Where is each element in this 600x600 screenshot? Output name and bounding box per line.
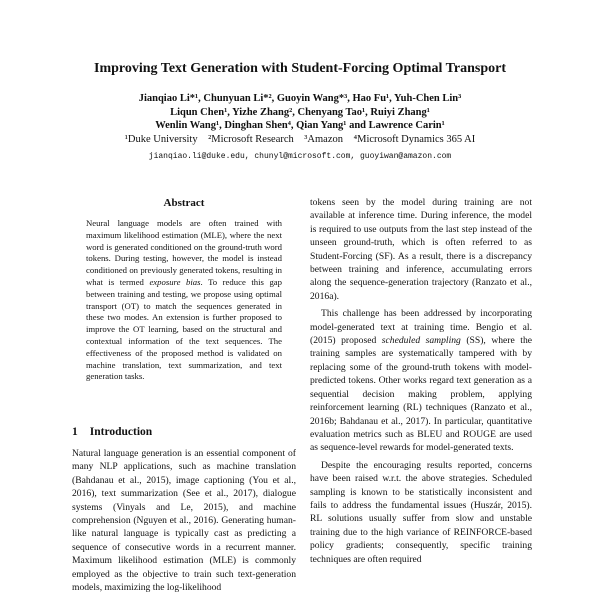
right-p2-emphasis: scheduled sampling: [381, 335, 461, 347]
abstract-emphasis: exposure bias: [149, 276, 201, 287]
author-block: [0, 92, 600, 146]
section-number: 1: [72, 426, 78, 438]
section-title: Introduction: [89, 426, 153, 438]
abstract-text-a: Neural language models are often trained with maximum likelihood estimation (MLE), where the next word is generated conditioned on the ground-truth word tokens. During testing, however, the model is instead conditioned on previously generated tokens, resulting in what is termed: [86, 218, 282, 287]
right-p2-text-b: (SS), where the training samples are systematically tampered with by replacing some of the ground-truth tokens with model-predicted tokens. Other works regard text generation as a sequential decision making problem, applying reinforcement learning (RL) techniques (Ranzato et al., 2016b; Bahdanau et al., 2017). In particular, quantitative evaluation metrics such as BLEU and ROUGE are used as sequence-level rewards for model-generated texts.: [310, 335, 532, 454]
right-paragraph-2: [310, 307, 532, 454]
abstract-heading: Abstract: [163, 197, 205, 209]
right-p2-text-a: This challenge has been addressed by incorporating model-generated text at training time. Bengio et al. (2015) proposed: [310, 308, 532, 347]
section-heading-introduction: [72, 426, 164, 438]
right-paragraph-1: tokens seen by the model during training are not available at inference time. During inference, the model is required to use outputs from the last step instead of the unseen ground-truth, which is often referred to as Student-Forcing (SF). As a result, there is a discrepancy between training and inference, accumulating errors along the sequence-generation trajectory (Ranzato et al., 2016a).: [310, 197, 532, 302]
affiliations: ¹Duke University ²Microsoft Research ³Amazon ⁴Microsoft Dynamics 365 AI: [124, 133, 476, 145]
right-paragraph-3: Despite the encouraging results reported, concerns have been raised w.r.t. the above strategies. Scheduled sampling is known to be statistically inconsistent and fails to address the fundamental issues (Huszár, 2015). RL solutions usually suffer from slow and unstable training due to the high variance of REINFORCE-based policy gradients; consequently, specific training techniques are often required: [310, 459, 532, 565]
abstract-text-b: . To reduce this gap between training and testing, we propose using optimal transport (OT) to match the sequences generated in these two modes. An extension is further proposed to improve the OT learning, based on the structural and contextual information of the text sequences. The effectiveness of the proposed method is validated on machine translation, text summarization, and text generation tasks.: [86, 276, 282, 382]
authors-line-2: Liqun Chen¹, Yizhe Zhang², Chenyang Tao¹, Ruiyi Zhang¹: [170, 106, 430, 118]
authors-line-3: Wenlin Wang¹, Dinghan Shen⁴, Qian Yang¹ and Lawrence Carin¹: [155, 120, 445, 131]
right-column: [310, 196, 532, 566]
intro-paragraph: Natural language generation is an essential component of many NLP applications, such as machine translation (Bahdanau et al., 2015), image captioning (You et al., 2016), text summarization (See et al., 2017), dialogue systems (Vinyals and Le, 2015), and machine comprehension (Nguyen et al., 2016). Generating human-like natural language is typically cast as predicting a sequence of consecutive words in a recurrent manner. Maximum likelihood estimation (MLE) is commonly employed as the objective to train such text-generation models, maximizing the log-likelihood: [72, 448, 296, 594]
abstract-body: [86, 218, 282, 383]
paper-title: Improving Text Generation with Student-Forcing Optimal Transport: [94, 61, 506, 76]
authors-line-1: Jianqiao Li*¹, Chunyuan Li*², Guoyin Wang*³, Hao Fu¹, Yuh-Chen Lin³: [138, 93, 462, 104]
author-emails: jianqiao.li@duke.edu, chunyl@microsoft.com, guoyiwan@amazon.com: [148, 152, 452, 161]
